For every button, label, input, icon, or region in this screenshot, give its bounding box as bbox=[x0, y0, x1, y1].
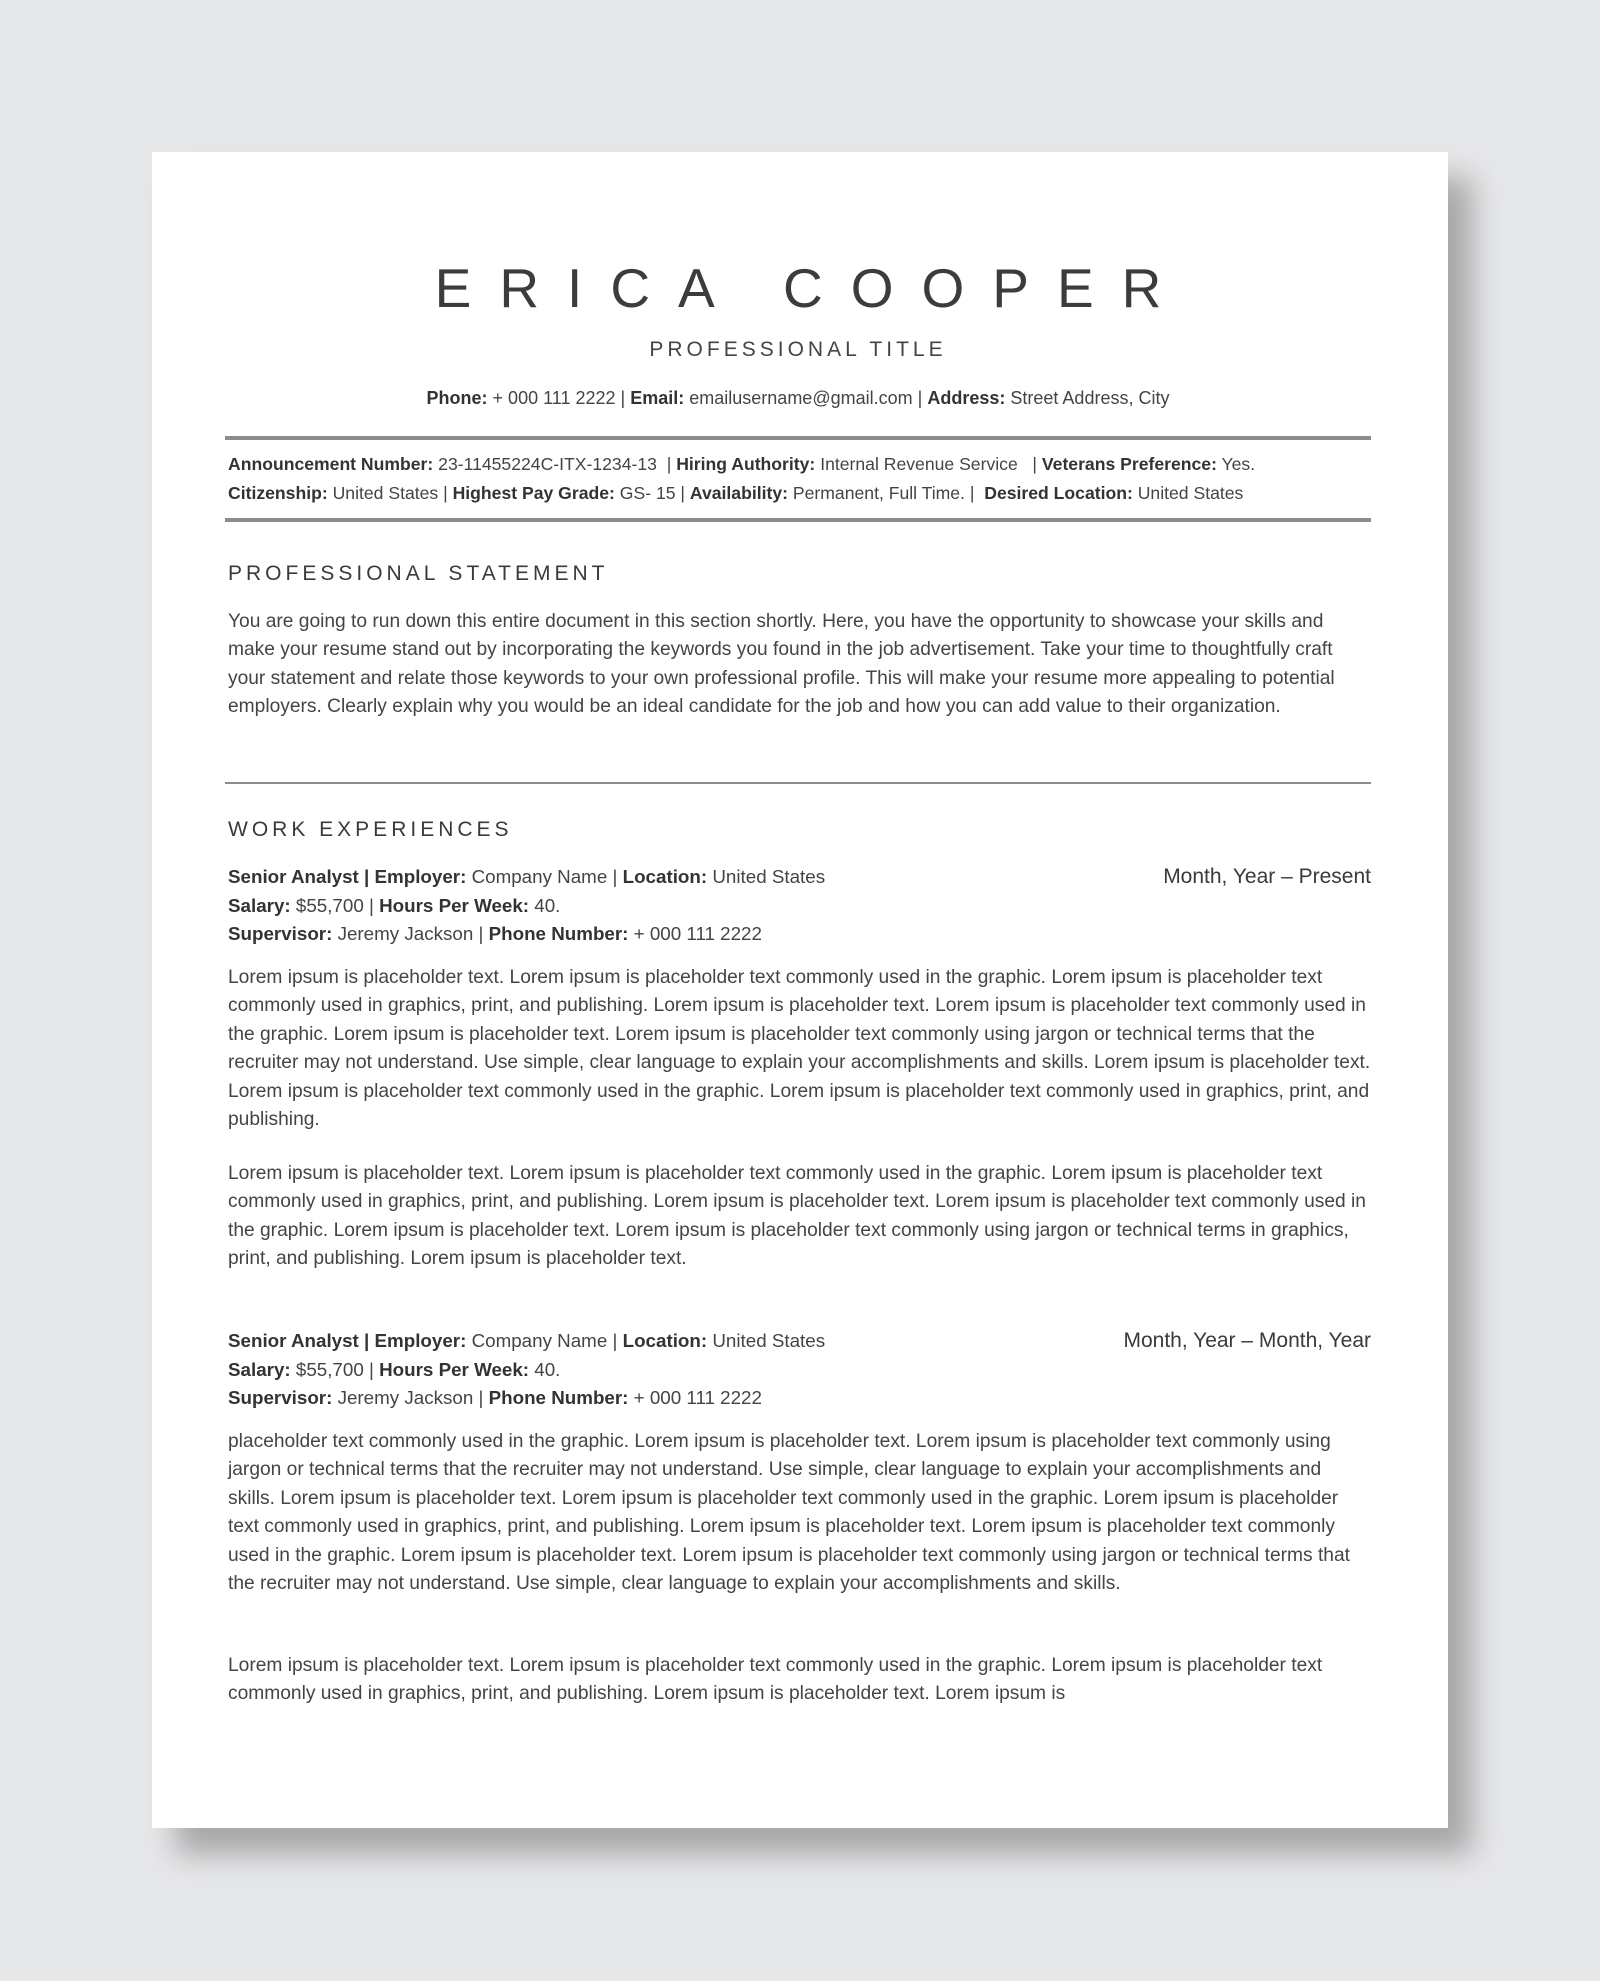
divider bbox=[225, 782, 1371, 784]
supervisor-phone-value: + 000 111 2222 bbox=[633, 923, 762, 944]
job-description: Lorem ipsum is placeholder text. Lorem ipsum is placeholder text commonly used in the graphic. Lorem ipsum is placeholder text commonly used in graphics, print, and publishing. Lorem ipsum is placeholder text. Lorem ipsum is placeholder text commonly used in the graphic. Lorem ipsum is placeholder text. Lorem ipsum is placeholder text commonly using jargon or technical terms in graphics, print, and publishing. Lorem ipsum is placeholder text. bbox=[228, 1163, 1366, 1270]
supervisor-phone-value: + 000 111 2222 bbox=[633, 1387, 762, 1408]
announcement-label: Announcement Number: bbox=[228, 454, 434, 474]
email-label: Email: bbox=[630, 388, 685, 408]
location-label: Location: bbox=[622, 1330, 708, 1351]
employer-label: Employer: bbox=[374, 1330, 467, 1351]
job-dates: Month, Year – Present bbox=[1163, 865, 1371, 888]
separator: | bbox=[612, 1330, 618, 1351]
job-line-3 bbox=[228, 920, 1371, 949]
separator: | bbox=[612, 866, 618, 887]
separator: | bbox=[1032, 454, 1037, 474]
job-description: Lorem ipsum is placeholder text. Lorem ipsum is placeholder text commonly used in the graphic. Lorem ipsum is placeholder text commonly used in graphics, print, and publishing. Lorem ipsum is placeholder text. Lorem ipsum is bbox=[228, 1655, 1323, 1705]
supervisor-phone-label: Phone Number: bbox=[488, 923, 629, 944]
veterans-preference-value: Yes. bbox=[1221, 454, 1256, 474]
separator: | bbox=[666, 454, 672, 474]
resume-page bbox=[152, 152, 1448, 1828]
separator: | bbox=[478, 923, 484, 944]
statement-text: You are going to run down this entire document in this section shortly. Here, you have the opportunity to showcase your skills and make your resume stand out by incorporating the keywords you found in the job advertisement. Take your time to thoughtfully craft your statement and relate those keywords to your own professional profile. This will make your resume more appealing to potential employers. Clearly explain why you would be an ideal candidate for the job and how you can add value to their organization. bbox=[228, 611, 1335, 718]
citizenship-label: Citizenship: bbox=[228, 483, 328, 503]
availability-label: Availability: bbox=[689, 483, 788, 503]
location-value: United States bbox=[712, 1330, 826, 1351]
hours-label: Hours Per Week: bbox=[379, 1358, 530, 1380]
separator: | bbox=[478, 1387, 484, 1408]
separator: | bbox=[917, 388, 923, 408]
federal-info-line-2 bbox=[228, 479, 1371, 508]
job-header bbox=[228, 1327, 1371, 1413]
separator: | bbox=[620, 388, 626, 408]
job-dates: Month, Year – Month, Year bbox=[1123, 1329, 1371, 1352]
professional-title: PROFESSIONAL TITLE bbox=[649, 338, 947, 361]
separator: | bbox=[680, 483, 685, 503]
salary-value: $55,700 bbox=[295, 1358, 364, 1380]
separator: | bbox=[364, 866, 370, 887]
salary-label: Salary: bbox=[228, 894, 291, 916]
hiring-authority-value: Internal Revenue Service bbox=[820, 454, 1018, 474]
supervisor-value: Jeremy Jackson bbox=[337, 1387, 474, 1408]
job-header bbox=[228, 863, 1371, 949]
employer-value: Company Name bbox=[471, 1330, 608, 1351]
supervisor-phone-label: Phone Number: bbox=[488, 1387, 629, 1408]
citizenship-value: United States bbox=[332, 483, 439, 503]
hours-label: Hours Per Week: bbox=[379, 894, 530, 916]
separator: | bbox=[368, 894, 374, 916]
federal-info-line-1 bbox=[228, 450, 1371, 479]
hiring-authority-label: Hiring Authority: bbox=[676, 454, 816, 474]
availability-value: Permanent, Full Time. bbox=[792, 483, 965, 503]
pay-grade-value: GS- 15 bbox=[619, 483, 676, 503]
divider bbox=[225, 436, 1371, 440]
location-value: United States bbox=[712, 866, 826, 887]
section-heading-statement: PROFESSIONAL STATEMENT bbox=[228, 562, 609, 585]
desired-location-value: United States bbox=[1137, 483, 1244, 503]
separator: | bbox=[443, 483, 448, 503]
pay-grade-label: Highest Pay Grade: bbox=[452, 483, 615, 503]
phone-value: + 000 111 2222 bbox=[492, 388, 616, 408]
supervisor-value: Jeremy Jackson bbox=[337, 923, 474, 944]
separator: | bbox=[364, 1330, 370, 1351]
address-label: Address: bbox=[927, 388, 1006, 408]
candidate-name: ERICA COOPER bbox=[434, 257, 1190, 319]
salary-value: $55,700 bbox=[295, 894, 364, 916]
email-value: emailusername@gmail.com bbox=[689, 388, 913, 408]
job-line-2 bbox=[228, 892, 1371, 921]
job-line-3 bbox=[228, 1384, 1371, 1413]
job-title: Senior Analyst bbox=[228, 1330, 359, 1351]
hours-value: 40. bbox=[534, 894, 561, 916]
address-value: Street Address, City bbox=[1010, 388, 1170, 408]
employer-label: Employer: bbox=[374, 866, 467, 887]
location-label: Location: bbox=[622, 866, 708, 887]
supervisor-label: Supervisor: bbox=[228, 1387, 333, 1408]
job-description: Lorem ipsum is placeholder text. Lorem ipsum is placeholder text commonly used in the graphic. Lorem ipsum is placeholder text commonly used in graphics, print, and publishing. Lorem ipsum is placeholder text. Lorem ipsum is placeholder text commonly used in the graphic. Lorem ipsum is placeholder text. Lorem ipsum is placeholder text commonly using jargon or technical terms that the recruiter may not understand. Use simple, clear language to explain your accomplishments and skills. Lorem ipsum is placeholder text. Lorem ipsum is placeholder text commonly used in the graphic. Lorem ipsum is placeholder text commonly used in graphics, print, and publishing. bbox=[228, 967, 1371, 1131]
announcement-value: 23-11455224C-ITX-1234-13 bbox=[438, 454, 657, 474]
separator: | bbox=[969, 483, 975, 503]
divider bbox=[225, 518, 1371, 522]
section-heading-experience: WORK EXPERIENCES bbox=[228, 818, 513, 841]
employer-value: Company Name bbox=[471, 866, 608, 887]
contact-line bbox=[225, 388, 1371, 409]
job-title: Senior Analyst bbox=[228, 866, 359, 887]
supervisor-label: Supervisor: bbox=[228, 923, 333, 944]
desired-location-label: Desired Location: bbox=[984, 483, 1133, 503]
hours-value: 40. bbox=[534, 1358, 561, 1380]
job-line-2 bbox=[228, 1356, 1371, 1385]
phone-label: Phone: bbox=[426, 388, 488, 408]
salary-label: Salary: bbox=[228, 1358, 291, 1380]
separator: | bbox=[368, 1358, 374, 1380]
federal-info-block bbox=[228, 450, 1371, 508]
veterans-preference-label: Veterans Preference: bbox=[1041, 454, 1217, 474]
job-description: placeholder text commonly used in the graphic. Lorem ipsum is placeholder text. Lorem ipsum is placeholder text commonly using jargon or technical terms that the recruiter may not understand. Use simple, clear language to explain your accomplishments and skills. Lorem ipsum is placeholder text. Lorem ipsum is placeholder text commonly used in the graphic. Lorem ipsum is placeholder text commonly used in graphics, print, and publishing. Lorem ipsum is placeholder text. Lorem ipsum is placeholder text commonly used in the graphic. Lorem ipsum is placeholder text. Lorem ipsum is placeholder text commonly using jargon or technical terms that the recruiter may not understand. Use simple, clear language to explain your accomplishments and skills. bbox=[228, 1431, 1350, 1595]
